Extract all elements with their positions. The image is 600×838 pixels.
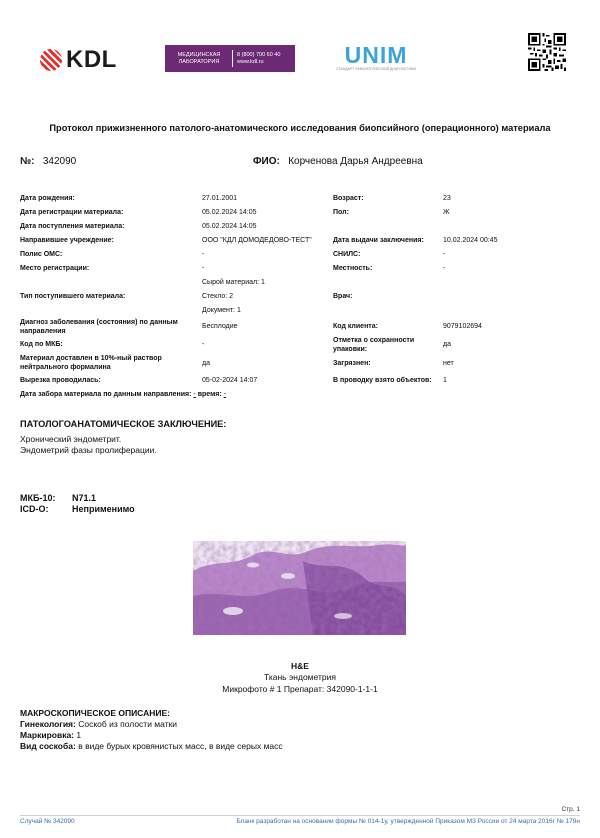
collection-date [20, 391, 226, 400]
oms-policy-value: - [202, 251, 205, 258]
material-type-document: Документ: 1 [202, 307, 241, 314]
footer-form-note: Бланк разработан на основании формы № 014-1у, утвержденной Приказом МЗ России от 24 марта 2016г № 179н [236, 818, 580, 825]
registration-place-value: - [202, 265, 205, 272]
kdl-logo [40, 46, 117, 74]
receipt-date-label: Дата поступления материала: [20, 223, 125, 230]
sex-label: Пол: [333, 209, 349, 216]
diagnosis-value: Бесплодие [202, 323, 238, 330]
microphoto-image [193, 541, 406, 635]
lab-site: www.kdl.ru [237, 58, 264, 65]
unim-logo-text: UNIM [344, 42, 408, 68]
gynecology-value: Соскоб из полости матки [78, 719, 178, 729]
scraping-view-label: Вид соскоба: [20, 741, 76, 751]
document-title: Протокол прижизненного патолого-анатомического исследования биопсийного (операционного) материала [49, 123, 551, 133]
grossing-value: 05-02-2024 14:07 [202, 377, 258, 384]
sex-value: Ж [443, 209, 450, 216]
snils-value: - [443, 251, 446, 258]
referring-institution-label: Направившее учреждение: [20, 237, 114, 244]
microphoto-tissue: Ткань эндометрия [264, 672, 336, 682]
microphoto-stain-text: H&E [291, 661, 309, 671]
contaminated-value: нет [443, 360, 454, 367]
grossing-label: Вырезка проводилась: [20, 377, 101, 384]
mkb-code-value: - [202, 341, 205, 348]
diagnosis-codes [20, 493, 135, 515]
collection-time-label: время: [197, 391, 222, 398]
microphoto-caption: Микрофото # 1 Препарат: 342090-1-1-1 [222, 684, 378, 694]
conclusion-date-label: Дата выдачи заключения: [333, 237, 424, 244]
age-value: 23 [443, 195, 451, 202]
collection-date-label: Дата забора материала по данным направления: [20, 391, 192, 398]
lab-contacts [237, 52, 280, 66]
package-integrity-value: да [443, 341, 451, 348]
lab-divider [232, 50, 233, 67]
receipt-date-value: 05.02.2024 14:05 [202, 223, 257, 230]
registration-date-label: Дата регистрации материала: [20, 209, 124, 216]
marking-label: Маркировка: [20, 730, 75, 740]
unim-logo-subtitle: СТАНДАРТ ОНКОЛОГИЧЕСКОЙ ДИАГНОСТИКИ [336, 67, 417, 71]
lab-name-line2: ЛАБОРАТОРИЯ [178, 58, 220, 65]
lab-phone: 8 (800) 700 60 40 [237, 51, 281, 58]
conclusion-line-2: Эндометрий фазы пролиферации. [20, 445, 157, 455]
birth-date-value: 27.01.2001 [202, 195, 238, 202]
marking-value: 1 [76, 730, 82, 740]
package-integrity-label: Отметка о сохранности упаковки: [333, 337, 415, 353]
conclusion-text [20, 434, 157, 456]
kdl-logo-text: KDL [66, 46, 117, 73]
scraping-view-value: в виде бурых кровянистых масс, в виде серых масс [78, 741, 283, 751]
conclusion-heading: ПАТОЛОГОАНАТОМИЧЕСКОЕ ЗАКЛЮЧЕНИЕ: [20, 419, 227, 429]
conclusion-line-1: Хронический эндометрит. [20, 434, 122, 444]
material-type-glass: Стекло: 2 [202, 293, 234, 300]
gynecology-label: Гинекология: [20, 719, 76, 729]
client-code-value: 9079102694 [443, 323, 482, 330]
mkb10-label: МКБ-10: [20, 493, 56, 503]
lab-info-box [165, 45, 295, 72]
objects-count-label: В проводку взято объектов: [333, 377, 432, 384]
microphoto-stain [0, 661, 600, 672]
registration-date-value: 05.02.2024 14:05 [202, 209, 257, 216]
collection-time-value: - [223, 391, 226, 398]
referring-institution-value: ООО "КДЛ ДОМОДЕДОВО-ТЕСТ" [202, 237, 312, 244]
protocol-number-label: №: [20, 156, 35, 167]
material-type-raw: Сырой материал: 1 [202, 279, 265, 286]
patient-fio-value: Корченова Дарья Андреевна [288, 156, 423, 167]
mkb-code-label: Код по МКБ: [20, 341, 63, 348]
diagnosis-label: Диагноз заболевания (состояния) по данным направления [20, 319, 178, 335]
registration-place-label: Место регистрации: [20, 265, 90, 272]
locality-label: Местность: [333, 265, 373, 272]
lab-name-line1: МЕДИЦИНСКАЯ [177, 52, 221, 58]
oms-policy-label: Полис ОМС: [20, 251, 63, 258]
icdo-label: ICD-O: [20, 504, 49, 514]
material-type-label: Тип поступившего материала: [20, 293, 126, 300]
footer-divider [20, 815, 580, 816]
conclusion-date-value: 10.02.2024 00:45 [443, 237, 498, 244]
lab-name [170, 52, 228, 65]
document-header [0, 0, 600, 100]
mkb10-value: N71.1 [72, 493, 97, 503]
unim-logo [336, 44, 416, 71]
snils-label: СНИЛС: [333, 251, 361, 258]
macro-description [20, 708, 283, 752]
page-number: Стр. 1 [561, 806, 580, 813]
birth-date-label: Дата рождения: [20, 195, 75, 202]
footer-case-number: Случай № 342090 [20, 818, 75, 825]
qr-code-icon [528, 33, 566, 71]
contaminated-label: Загрязнен: [333, 360, 371, 367]
formalin-label: Материал доставлен в 10%-ный раствор нейтрального формалина [20, 355, 162, 371]
formalin-value: да [202, 360, 210, 367]
macro-heading: МАКРОСКОПИЧЕСКОЕ ОПИСАНИЕ: [20, 708, 170, 718]
protocol-number-value: 342090 [42, 156, 77, 167]
doctor-label: Врач: [333, 293, 353, 300]
objects-count-value: 1 [443, 377, 447, 384]
protocol-number [20, 156, 76, 167]
patient-fio [253, 156, 423, 167]
patient-fio-label: ФИО: [253, 156, 280, 167]
locality-value: - [443, 265, 446, 272]
collection-date-value: - [193, 391, 196, 398]
age-label: Возраст: [333, 195, 364, 202]
client-code-label: Код клиента: [333, 323, 378, 330]
icdo-value: Неприменимо [72, 504, 135, 514]
kdl-logo-mark-icon [40, 49, 62, 71]
